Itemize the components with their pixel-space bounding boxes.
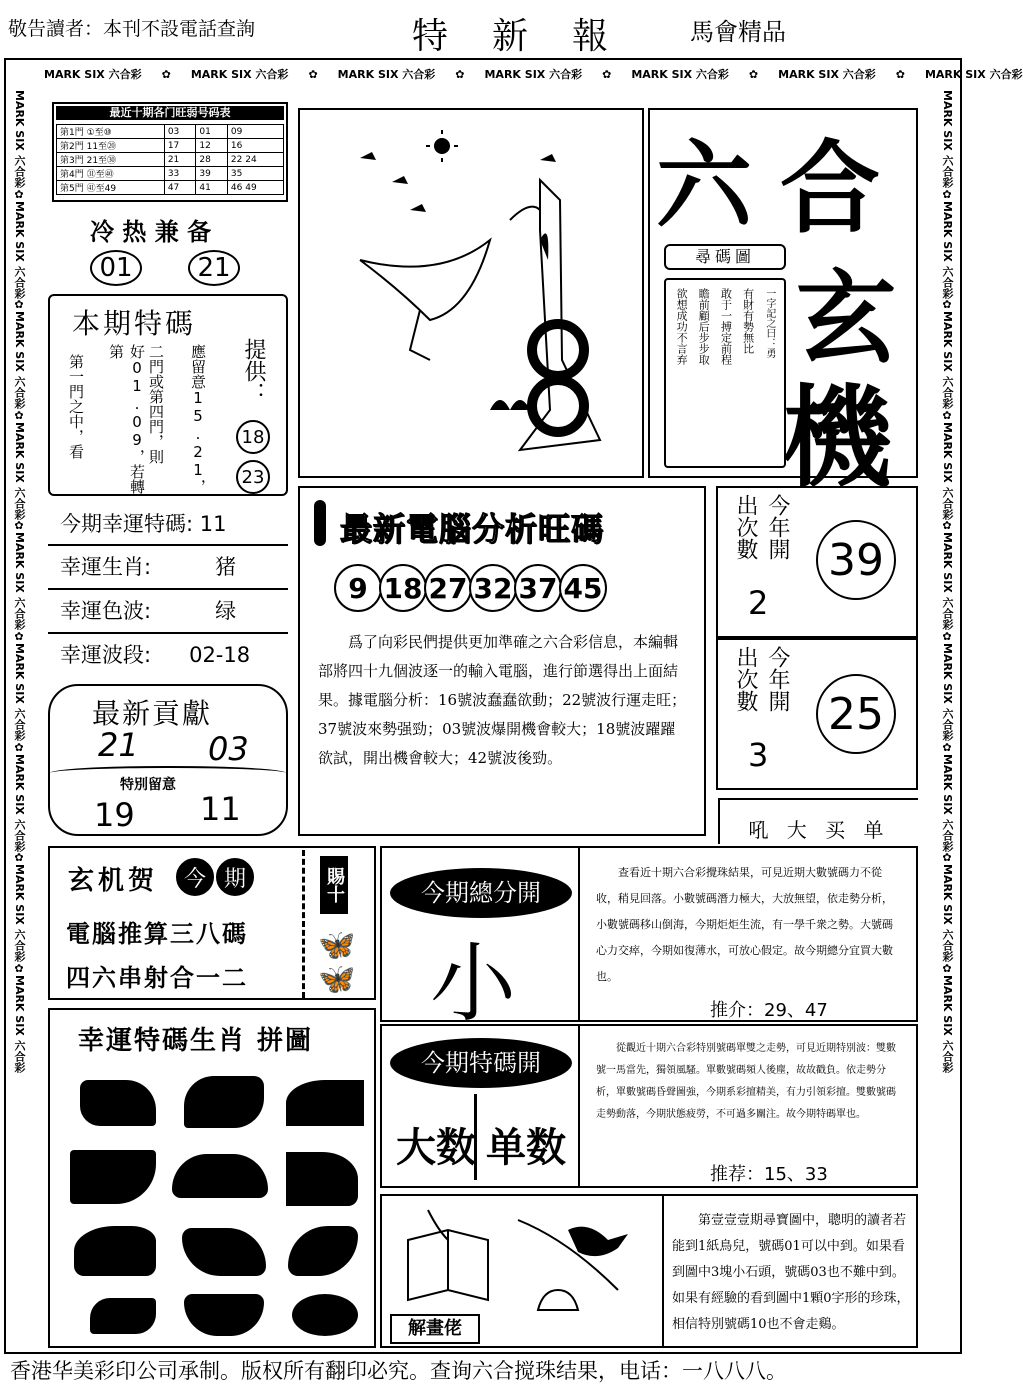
special-col-4: 第一門之中，看 [67,354,85,459]
lucky-zodiac-label: 幸運生肖: [60,555,152,579]
xuanji-side-tag: 賜十 [320,856,348,914]
tema-box [380,1024,918,1188]
table-cell: 28 [196,153,228,167]
analysis-ball: 32 [469,564,517,612]
xuanji-line-2: 四六串射合一二 [66,963,248,992]
special-col-3: 好01.09，若轉第 [107,344,146,494]
special-ball-2: 23 [236,460,270,494]
scroll-line-3: 敢于一搏定前程 [719,288,733,365]
scroll-line-5: 一字記之曰：勇 [763,288,775,358]
analysis-title: 最新電腦分析旺碼 [340,510,605,548]
riddle-box [380,1194,918,1348]
puzzle-tile [90,1298,156,1334]
lucky-line-3 [48,590,288,634]
table-cell: 第3門 21至㉚ [57,153,165,167]
table-cell: 第2門 11至⑳ [57,139,165,153]
total-divider [578,848,580,1020]
special-col-1: 應留意15.21， [189,344,207,494]
analysis-body: 爲了向彩民們提供更加準確之六合彩信息，本編輯部將四十九個波逐一的輸入電腦，進行節選得出上面結果。據電腦分析：16號波蠢蠢欲動；22號波行運走旺；37號波來勢强勁；03號波爆開機會較大；18號波躍躍欲試，開出機會較大；42號波後勁。 [318,633,687,767]
xuanji-tag-1: 今 [176,858,214,896]
table-cell: 41 [196,181,228,195]
puzzle-tile [80,1080,156,1126]
riddle-drawing [388,1200,658,1312]
table-cell: 21 [164,153,196,167]
border-strip-top: MARK SIX 六合彩 ✿ MARK SIX 六合彩 ✿ MARK SIX 六合彩 ✿ MARK SIX 六合彩 ✿ MARK SIX 六合彩 ✿ MARK SIX 六合彩 ✿ MARK SIX 六合彩 [44,67,1023,81]
table-cell: 第5門 ㊶至49 [57,181,165,195]
eagle-drawing [300,110,642,476]
table-row [57,139,284,153]
table-cell: 第1門 ①至⑩ [57,125,165,139]
cold-hot-title: 冷 热 兼 备 [90,217,212,246]
tema-label: 今期特碼開 [390,1038,572,1088]
contribution-box [48,684,288,836]
border-strip-left: MARK SIX 六合彩 ✿ MARK SIX 六合彩 ✿ MARK SIX 六合彩 ✿ MARK SIX 六合彩 ✿ MARK SIX 六合彩 ✿ MARK SIX 六合彩 ✿ MARK SIX 六合彩 ✿ MARK SIX 六合彩 ✿ MARK SIX 六合彩 [12,90,26,1073]
puzzle-box [48,1008,376,1348]
table-cell: 第4門 ㉛至㊵ [57,167,165,181]
total-label: 今期總分開 [390,868,572,918]
analysis-ball: 9 [334,564,382,612]
stats-2-label-1: 出次數 [733,646,758,712]
table-cell: 09 [227,125,283,139]
table-cell: 39 [196,167,228,181]
butterfly-icon-2: 🦋 [318,962,356,997]
special-code-box [48,294,288,496]
tema-value-1: 大数 [396,1124,476,1171]
footer-text: 香港华美彩印公司承制。版权所有翻印必究。查询六合搅珠结果，电话：一八八八。 [10,1359,787,1383]
liuhe-char-2: 合 [780,129,880,247]
table-cell: 22 24 [227,153,283,167]
analysis-ball: 37 [514,564,562,612]
puzzle-title: 幸運特碼生肖 拼圖 [78,1026,314,1056]
table-cell: 16 [227,139,283,153]
scroll-title: 尋碼圖 [664,244,786,270]
table-cell: 47 [164,181,196,195]
puzzle-tile [292,1294,358,1336]
table-row [57,153,284,167]
hotcold-table-box [52,102,288,202]
lucky-color-label: 幸運色波: [60,599,152,623]
analysis-box [298,486,706,836]
scroll-line-1: 欲想成功不言弃 [675,288,689,365]
puzzle-grid [54,1066,370,1342]
table-row [57,125,284,139]
scroll-body [664,278,786,468]
table-cell: 03 [164,125,196,139]
hotcold-table [56,124,284,195]
header-notice: 敬告讀者：本刊不設電話查詢 [8,18,256,40]
tema-rec: 推荐：15、33 [710,1164,828,1185]
table-cell: 12 [196,139,228,153]
table-cell: 01 [196,125,228,139]
lucky-band-value: 02-18 [189,643,251,667]
shout-box [718,798,918,844]
eagle-illustration [298,108,644,478]
stats-1-label-2: 今年開 [765,494,790,560]
riddle-label: 解畫佬 [390,1314,480,1344]
stats-2-label-2: 今年開 [765,646,790,712]
tema-value-divider [474,1094,477,1180]
stats-box-1 [716,486,918,638]
contrib-num-2: 03 [208,730,249,768]
lucky-zodiac-value: 猪 [215,555,237,579]
lucky-band-label: 幸運波段: [60,643,152,667]
contrib-num-3: 19 [94,796,135,834]
xuanji-divider [302,850,305,998]
puzzle-tile [172,1154,268,1198]
liuhe-char-3: 玄 [796,259,896,377]
riddle-divider [662,1196,664,1346]
border-strip-right: MARK SIX 六合彩 ✿ MARK SIX 六合彩 ✿ MARK SIX 六合彩 ✿ MARK SIX 六合彩 ✿ MARK SIX 六合彩 ✿ MARK SIX 六合彩 ✿ MARK SIX 六合彩 ✿ MARK SIX 六合彩 ✿ MARK SIX 六合彩 [940,90,954,1073]
table-row [57,181,284,195]
liuhe-box [648,108,918,502]
special-col-2: 二門或第四門，則 [147,344,165,464]
puzzle-tile [74,1226,156,1276]
liuhe-char-4: 機 [782,373,892,502]
contrib-num-1: 21 [98,726,139,764]
contrib-special: 特別留意 [120,777,176,793]
analysis-ball: 45 [559,564,607,612]
tema-divider [578,1026,580,1186]
scroll-line-2: 瞻前顧后步步取 [697,288,711,365]
puzzle-tile [184,1076,264,1128]
lucky-line-1: 今期幸運特碼: 11 [48,504,288,546]
xuanji-line-1: 電腦推算三八碼 [66,919,248,948]
analysis-ball: 18 [379,564,427,612]
stats-2-count: 3 [748,736,769,774]
total-text: 查看近十期六合彩攪珠結果，可見近期大數號碼力不從收，稍見回落。小數號碼潛力極大，大放無望，依走勢分析，小數號碼移山倒海，今期炬炬生流，有一學千衆之勢。大號碼心力交瘁，今期如復薄水，可放心假定。故今期總分宜買大數也。 [596,866,893,983]
puzzle-tile [184,1294,264,1336]
liuhe-char-1: 六 [656,129,752,242]
xuanji-title: 玄机贺 [68,866,159,896]
stats-2-ball: 25 [816,674,896,754]
xuanji-tag-2: 期 [216,858,254,896]
analysis-balls [334,564,604,612]
shout-text: 吼 大 买 单 [748,818,890,842]
stats-1-label-1: 出次數 [733,494,758,560]
analysis-ball: 27 [424,564,472,612]
header-subtitle: 馬會精品 [690,18,786,46]
total-box [380,846,918,1034]
lucky-box [48,504,288,678]
cold-hot-ball-1: 01 [90,250,142,286]
puzzle-tile [70,1150,156,1204]
puzzle-tile [286,1152,358,1206]
special-provide: 提供： [241,338,266,404]
header-title: 特 新 報 [412,16,613,57]
cold-hot-ball-2: 21 [188,250,240,286]
scroll-line-4: 有財有勢無比 [741,288,755,354]
stats-1-ball: 39 [816,520,896,600]
riddle-text: 第壹壹壹期尋寶圖中，聰明的讀者若能到1紙鳥兒，號碼01可以中到。如果看到圖中3塊小石頭，號碼03也不難中到。如果有經驗的看到圖中1顆0字形的珍珠，相信特別號碼10也不會走鷄。 [672,1213,910,1332]
butterfly-icon: 🦋 [318,928,356,963]
contrib-title: 最新貢獻 [92,697,213,730]
puzzle-tile [182,1228,266,1276]
lucky-line-4 [48,634,288,676]
tema-value-2: 单数 [486,1124,566,1171]
table-cell: 17 [164,139,196,153]
special-title: 本期特碼 [72,307,197,340]
puzzle-tile [286,1080,364,1126]
stats-1-count: 2 [748,584,769,622]
contrib-num-4: 11 [200,790,241,828]
total-value: 小 [430,934,516,1034]
table-row [57,167,284,181]
puzzle-tile [288,1226,358,1276]
table-cell: 33 [164,167,196,181]
lucky-line-2 [48,546,288,590]
special-ball-1: 18 [236,420,270,454]
table-cell: 46 49 [227,181,283,195]
tema-text: 從觀近十期六合彩特別號碼單雙之走勢，可見近期特別波：雙數號一馬當先，獨領風騷。單數號碼頻人後塵，故故戳負。依走勢分析，單數號碼昏聲圖強，今期系彩擅精美，有力引領彩擅。雙數號碼走勢動落，今期狀態疲勞，不可過多關注。故今期特碼單也。 [596,1043,896,1120]
table-title: 最近十期各门旺弱号码表 [56,106,284,120]
xuanji-box [48,846,376,1000]
lucky-color-value: 绿 [215,599,237,623]
analysis-bar-icon [314,500,326,546]
total-rec: 推介：29、47 [710,1000,828,1021]
stats-box-2 [716,638,918,790]
table-cell: 35 [227,167,283,181]
